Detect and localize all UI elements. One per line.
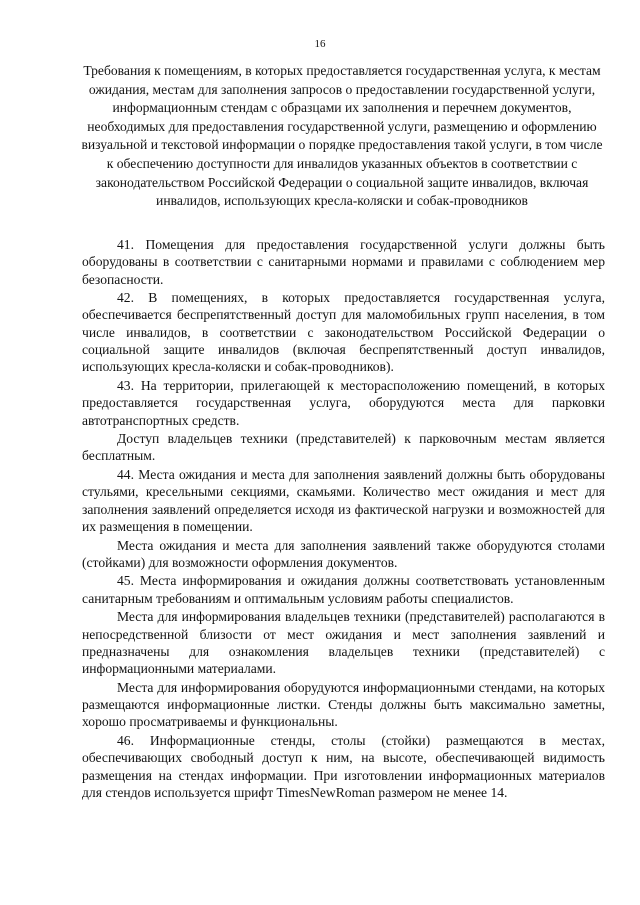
paragraph-info-places: Места для информирования владельцев техники (представителей) располагаются в непосредственной близости от мест ожидания и мест заполнения заявлений и предназначены для ознакомления владельцев техники (представителей) с информационными материалами. xyxy=(82,609,605,677)
page-number: 16 xyxy=(314,38,326,50)
paragraph-43: 43. На территории, прилегающей к месторасположению помещений, в которых предоставляется государственная услуга, оборудуются места для парковки автотранспортных средств. xyxy=(82,377,605,428)
paragraph-41: 41. Помещения для предоставления государственной услуги должны быть оборудованы в соответствии с санитарными нормами и правилами с соблюдением мер безопасности. xyxy=(82,237,605,287)
paragraph-parking-access: Доступ владельцев техники (представителей) к парковочным местам является бесплатным. xyxy=(82,431,605,464)
paragraph-46: 46. Информационные стенды, столы (стойки) размещаются в местах, обеспечивающих свободный доступ к ним, на высоте, обеспечивающей видимость размещения на стендах информации. При изготовлении информационных материалов для стендов используется шрифт TimesNewRoman размером не менее 14. xyxy=(82,732,605,800)
paragraph-tables: Места ожидания и места для заполнения заявлений также оборудуются столами (стойками) для возможности оформления документов. xyxy=(82,537,605,570)
paragraph-42: 42. В помещениях, в которых предоставляется государственная услуга, обеспечивается беспрепятственный доступ для маломобильных групп населения, в том числе инвалидов, в соответствии с законодательством Российской Федерации о социальной защите инвалидов (включая беспрепятственный доступ инвалидов, использующих кресла-коляски и собак-проводников). xyxy=(82,290,605,375)
body-text xyxy=(82,236,605,801)
paragraph-45: 45. Места информирования и ожидания должны соответствовать установленным санитарным требованиям и оптимальным условиям работы специалистов. xyxy=(82,573,605,606)
paragraph-44: 44. Места ожидания и места для заполнения заявлений должны быть оборудованы стульями, кресельными секциями, скамьями. Количество мест ожидания и мест для заполнения заявлений определяется исходя из фактической нагрузки и возможностей для их размещения в помещении. xyxy=(82,467,605,534)
section-heading: Требования к помещениям, в которых предоставляется государственная услуга, к местам ожидания, местам для заполнения запросов о предоставлении государственной услуги, информационным стендам с образцами их заполнения и перечнем документов, необходимых для предоставления государственной услуги, размещению и оформлению визуальной и текстовой информации о порядке предоставления такой услуги, в том числе к обеспечению доступности для инвалидов указанных объектов в соответствии с законодательством Российской Федерации о социальной защите инвалидов, включая инвалидов, использующих кресла-коляски и собак-проводников xyxy=(81,63,603,209)
paragraph-info-stands: Места для информирования оборудуются информационными стендами, на которых размещаются информационные листки. Стенды должны быть максимально заметны, хорошо просматриваемы и функциональны. xyxy=(82,679,605,730)
